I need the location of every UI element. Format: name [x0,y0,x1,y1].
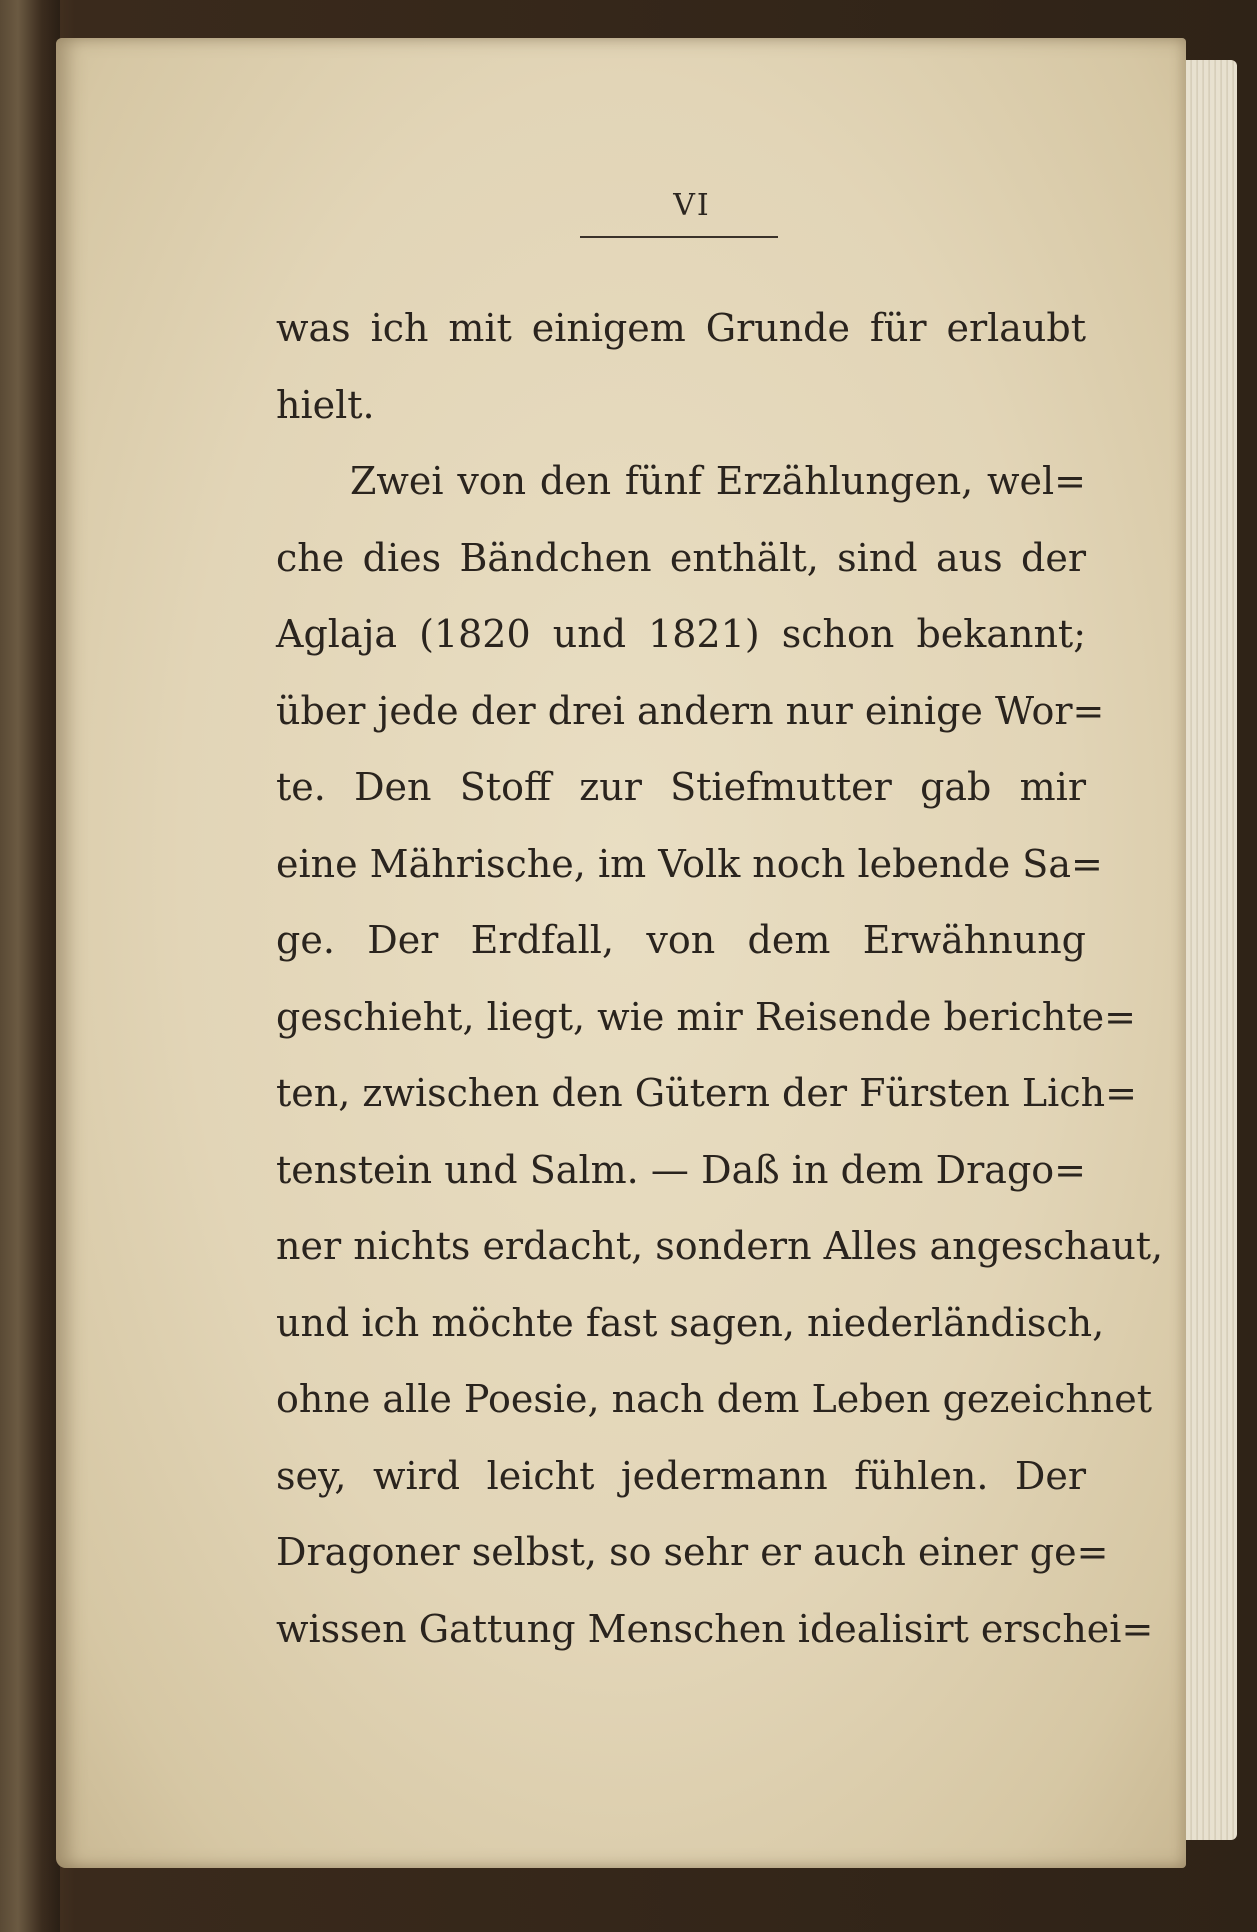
text-line: hielt. [276,382,375,427]
text-line: ohne alle Poesie, nach dem Leben gezeichnet [276,1377,1153,1421]
text-line: Dragoner selbst, so sehr er auch einer ge= [276,1530,1109,1574]
text-line: tenstein und Salm. — Daß in dem Drago= [276,1147,1086,1192]
text-line: ner nichts erdacht, sondern Alles angeschaut, [276,1224,1164,1268]
header-rule [580,236,778,238]
text-line: und ich möchte fast sagen, niederländisch, [276,1300,1105,1345]
text-line: eine Mährische, im Volk noch lebende Sa= [276,841,1103,886]
body-text [276,290,1164,1667]
text-line: sey, wird leicht jedermann fühlen. Der [276,1453,1086,1498]
text-line: ten, zwischen den Gütern der Fürsten Lich= [276,1071,1137,1115]
text-line: te. Den Stoff zur Stiefmutter gab mir [276,765,1086,809]
book-spine [0,0,60,1932]
text-line: geschieht, liegt, wie mir Reisende berichte= [276,994,1136,1039]
text-line: wissen Gattung Menschen idealisirt erschei= [276,1606,1154,1651]
text-line: was ich mit einigem Grunde für erlaubt [276,306,1086,350]
page-number: VI [673,188,711,223]
text-line: über jede der drei andern nur einige Wor= [276,688,1105,733]
text-line: Zwei von den fünf Erzählungen, wel= [350,459,1086,503]
text-line: ge. Der Erdfall, von dem Erwähnung [276,918,1086,962]
text-line: che dies Bändchen enthält, sind aus der [276,535,1086,580]
text-line: Aglaja (1820 und 1821) schon bekannt; [276,612,1086,656]
